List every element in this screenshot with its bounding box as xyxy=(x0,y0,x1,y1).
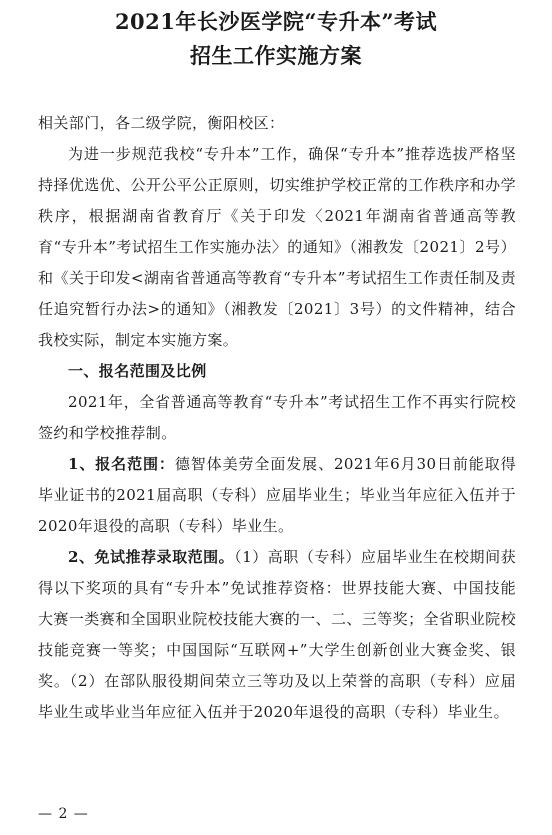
item-2-text: （1）高职（专科）应届毕业生在校期间获得以下奖项的具有“专升本”免试推荐资格：世界技能大赛、中国技能大赛一类赛和全国职业院校技能大赛的一、二、三等奖；全省职业院校技能竞赛一等奖；中国国际“互联网+”大学生创新创业大赛金奖、银奖。（2）在部队服役期间荣立三等功及以上荣誉的高职（专科）应届毕业生或毕业当年应征入伍并于2020年退役的高职（专科）毕业生。 xyxy=(38,548,516,721)
item-2-paragraph xyxy=(38,542,516,728)
salutation: 相关部门，各二级学院，衡阳校区： xyxy=(38,114,285,132)
intro-paragraph: 为进一步规范我校“专升本”工作，确保“专升本”推荐选拔严格坚持择优选优、公开公平公正原则，切实维护学校正常的工作秩序和办学秩序，根据湖南省教育厅《关于印发〈2021年湖南省普通高等教育“专升本”考试招生工作实施办法〉的通知》（湘教发〔2021〕2号）和《关于印发<湖南省普通高等教育“专升本”考试招生工作责任制及责任追究暂行办法>的通知》（湘教发〔2021〕3号）的文件精神，结合我校实际，制定本实施方案。 xyxy=(38,145,516,349)
item-1-text: 德智体美劳全面发展、2021年6月30日前能取得毕业证书的2021届高职（专科）应届毕业生；毕业当年应征入伍并于2020年退役的高职（专科）毕业生。 xyxy=(38,455,517,535)
page-number: — 2 — xyxy=(38,806,89,822)
item-1-paragraph xyxy=(38,449,516,542)
section-1-paragraph: 2021年，全省普通高等教育“专升本”考试招生工作不再实行院校签约和学校推荐制。 xyxy=(38,393,516,442)
section-1-heading: 一、报名范围及比例 xyxy=(68,362,207,380)
document-title-line-1: 2021年长沙医学院“专升本”考试 xyxy=(114,9,438,34)
document-body xyxy=(38,108,516,728)
document-title-line-2: 招生工作实施方案 xyxy=(190,43,362,68)
item-1-label: 1、报名范围： xyxy=(68,455,175,473)
item-2-label: 2、免试推荐录取范围。 xyxy=(68,548,235,566)
